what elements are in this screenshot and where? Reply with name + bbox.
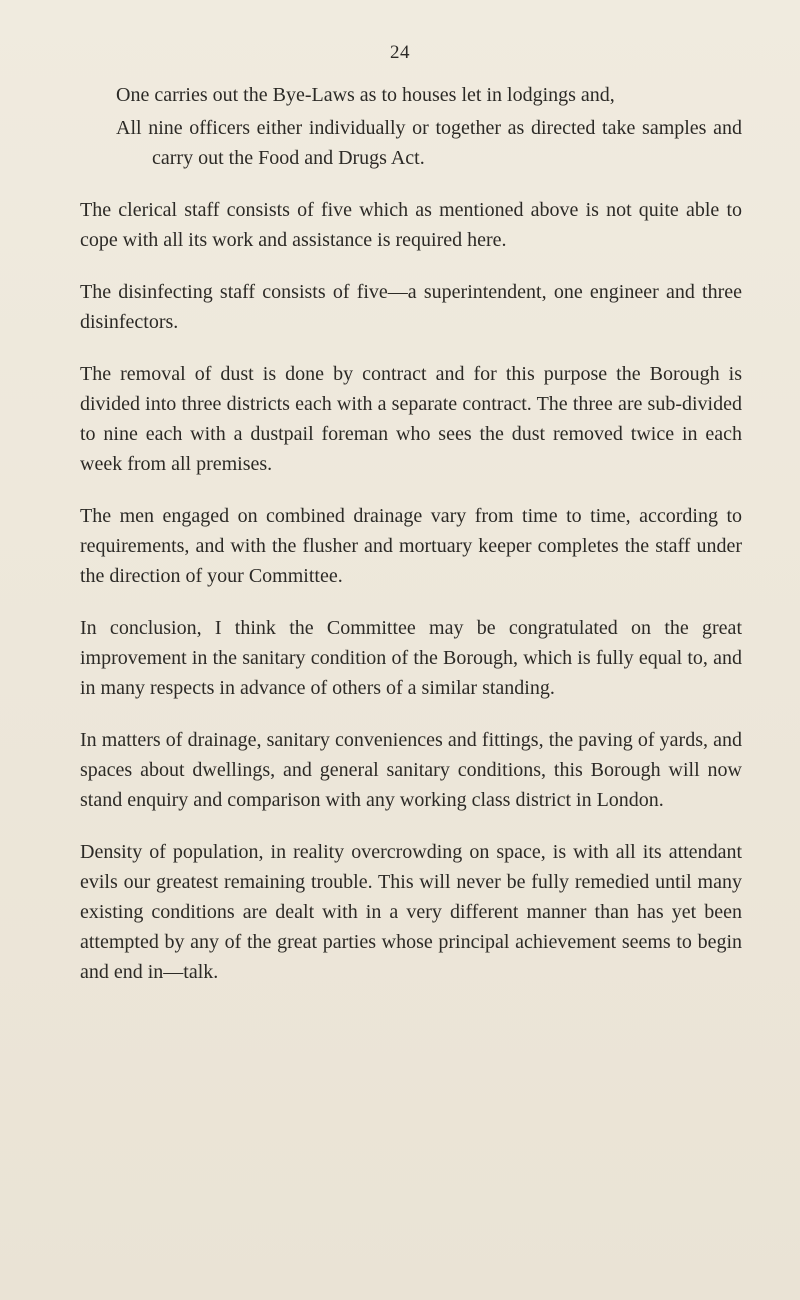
paragraph-conclusion: In conclusion, I think the Committee may be congratulated on the great improvement in the sanitary condition of the Borough, which is fully equal to, and in many respects in advance of others of a similar standing. (80, 617, 742, 699)
paragraph-sanitary-matters: In matters of drainage, sanitary conveniences and fittings, the paving of yards, and spaces about dwellings, and general sanitary conditions, this Borough will now stand enquiry and comparison with any working class district in London. (80, 729, 742, 811)
page-number: 24 (390, 42, 410, 63)
list-item-food-and-drugs: All nine officers either individually or together as directed take samples and carry out the Food and Drugs Act. (116, 117, 742, 169)
list-item-bye-laws: One carries out the Bye-Laws as to houses let in lodgings and, (116, 84, 615, 106)
paragraph-density-of-population: Density of population, in reality overcrowding on space, is with all its attendant evils our greatest remaining trouble. This will never be fully remedied until many existing conditions are dealt with in a very different manner than has yet been attempted by any of the great parties whose principal achievement seems to begin and end in—talk. (80, 841, 742, 983)
body-text (80, 80, 742, 987)
paragraph-disinfecting-staff: The disinfecting staff consists of five—a superintendent, one engineer and three disinfectors. (80, 281, 742, 333)
paragraph-dust-removal: The removal of dust is done by contract and for this purpose the Borough is divided into three districts each with a separate contract. The three are sub-divided to nine each with a dustpail foreman who sees the dust removed twice in each week from all premises. (80, 363, 742, 475)
paragraph-drainage-men: The men engaged on combined drainage vary from time to time, according to requirements, and with the flusher and mortuary keeper completes the staff under the direction of your Committee. (80, 505, 742, 587)
paragraph-clerical-staff: The clerical staff consists of five which as mentioned above is not quite able to cope with all its work and assistance is required here. (80, 199, 742, 251)
